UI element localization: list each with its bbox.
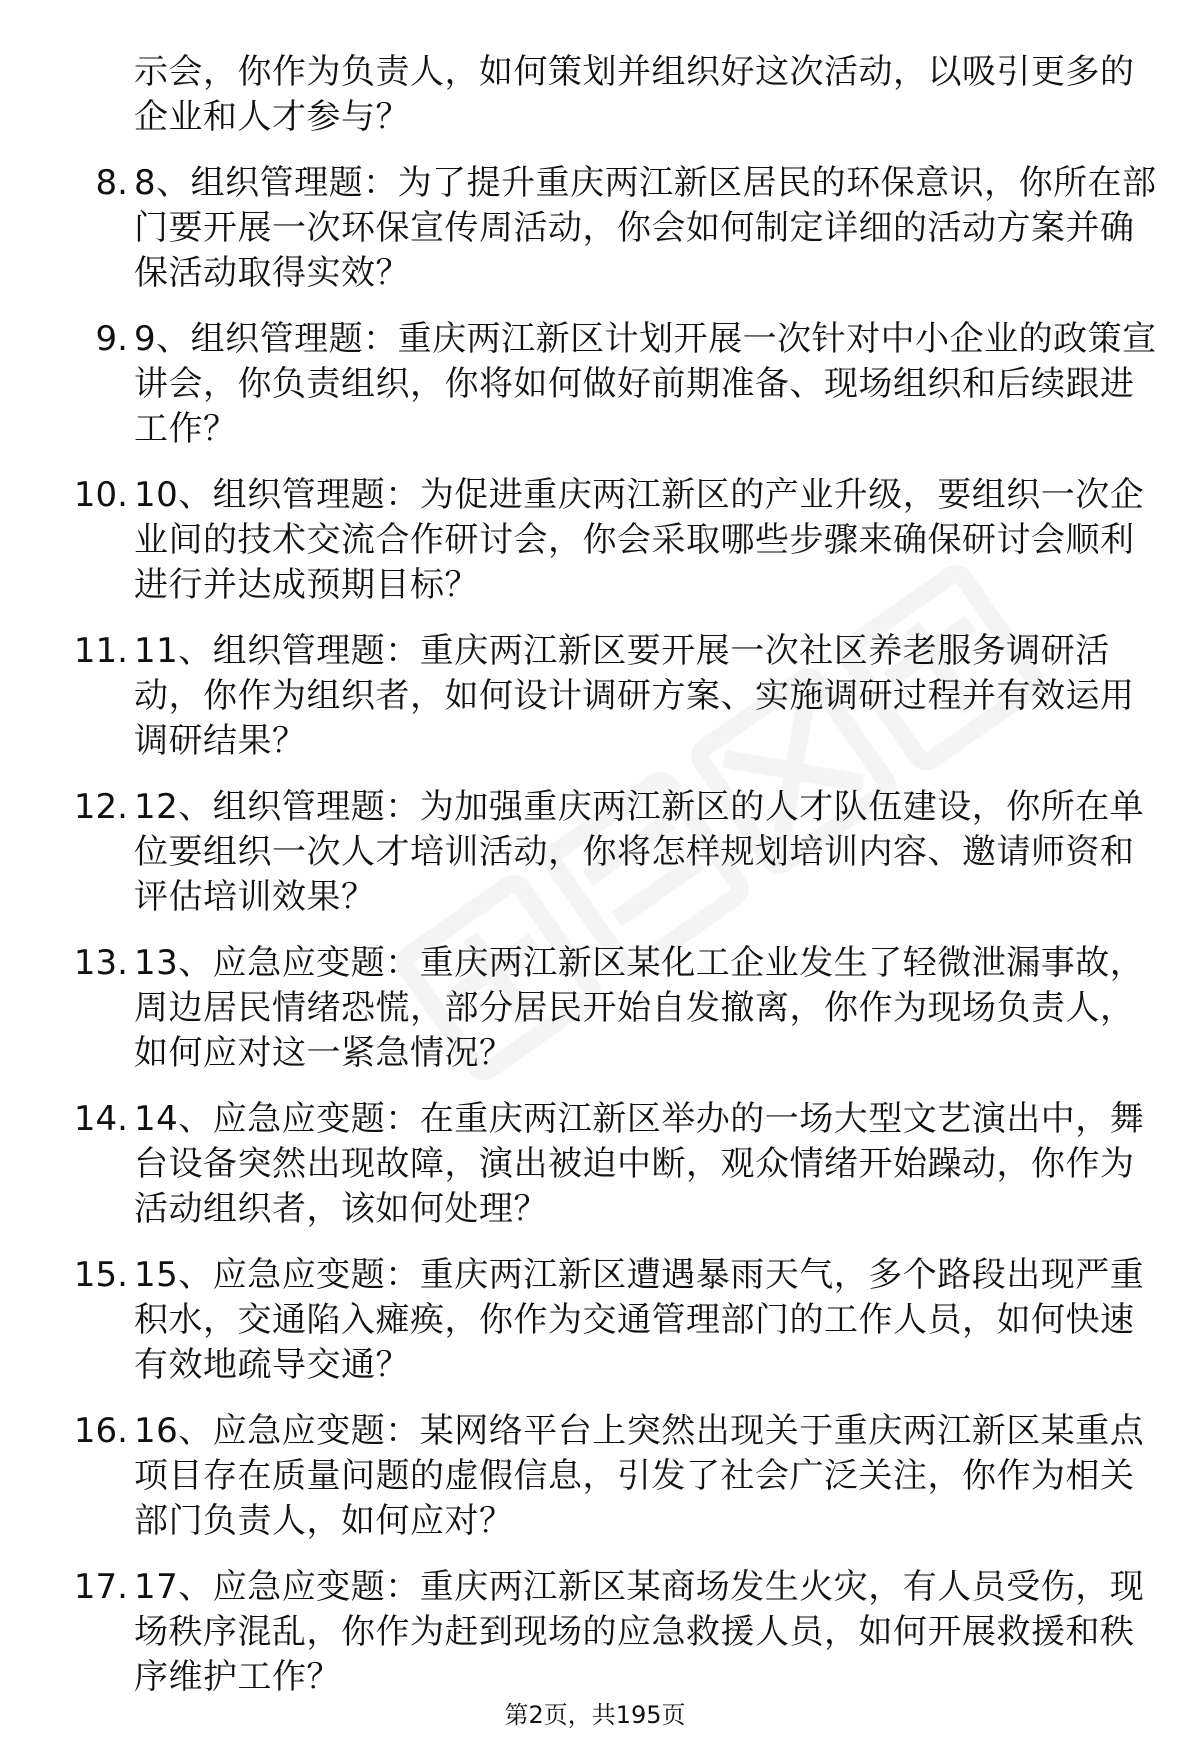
- question-text: 16、应急应变题：某网络平台上突然出现关于重庆两江新区某重点项目存在质量问题的虚假信息，引发了社会广泛关注，你作为相关部门负责人，如何应对？: [134, 1411, 1145, 1541]
- list-item: [58, 473, 1168, 608]
- list-number: 9.: [95, 319, 128, 359]
- list-item: [58, 785, 1168, 920]
- list-item: [58, 1409, 1168, 1544]
- question-text: 8、组织管理题：为了提升重庆两江新区居民的环保意识，你所在部门要开展一次环保宣传周活动，你会如何制定详细的活动方案并确保活动取得实效？: [134, 163, 1157, 293]
- list-number: 8.: [95, 163, 128, 203]
- list-item: [58, 317, 1168, 452]
- list-item: [58, 629, 1168, 764]
- list-item: [58, 1565, 1168, 1700]
- question-text: 17、应急应变题：重庆两江新区某商场发生火灾，有人员受伤，现场秩序混乱，你作为赶到现场的应急救援人员，如何开展救援和秩序维护工作？: [134, 1567, 1145, 1697]
- list-number: 16.: [73, 1411, 128, 1451]
- list-item: [58, 941, 1168, 1076]
- list-number: 15.: [73, 1255, 128, 1295]
- question-text: 14、应急应变题：在重庆两江新区举办的一场大型文艺演出中，舞台设备突然出现故障，演出被迫中断，观众情绪开始躁动，你作为活动组织者，该如何处理？: [134, 1099, 1145, 1229]
- question-text: 11、组织管理题：重庆两江新区要开展一次社区养老服务调研活动，你作为组织者，如何设计调研方案、实施调研过程并有效运用调研结果？: [134, 631, 1135, 761]
- question-list: [58, 50, 1168, 1700]
- question-text: 10、组织管理题：为促进重庆两江新区的产业升级，要组织一次企业间的技术交流合作研讨会，你会采取哪些步骤来确保研讨会顺利进行并达成预期目标？: [134, 475, 1145, 605]
- list-number: 14.: [73, 1099, 128, 1139]
- list-item: [58, 1097, 1168, 1232]
- list-item: [58, 161, 1168, 296]
- list-number: 13.: [73, 943, 128, 983]
- question-text: 12、组织管理题：为加强重庆两江新区的人才队伍建设，你所在单位要组织一次人才培训活动，你将怎样规划培训内容、邀请师资和评估培训效果？: [134, 787, 1145, 917]
- list-number: 12.: [73, 787, 128, 827]
- question-text: 13、应急应变题：重庆两江新区某化工企业发生了轻微泄漏事故，周边居民情绪恐慌，部分居民开始自发撤离，你作为现场负责人，如何应对这一紧急情况？: [134, 943, 1145, 1073]
- continued-question-text: 示会，你作为负责人，如何策划并组织好这次活动，以吸引更多的企业和人才参与？: [134, 52, 1135, 137]
- page-footer: 第2页，共195页: [504, 1701, 686, 1729]
- question-text: 15、应急应变题：重庆两江新区遭遇暴雨天气，多个路段出现严重积水，交通陷入瘫痪，你作为交通管理部门的工作人员，如何快速有效地疏导交通？: [134, 1255, 1145, 1385]
- list-item: [58, 1253, 1168, 1388]
- question-text: 9、组织管理题：重庆两江新区计划开展一次针对中小企业的政策宣讲会，你负责组织，你将如何做好前期准备、现场组织和后续跟进工作？: [134, 319, 1157, 449]
- list-number: 10.: [73, 475, 128, 515]
- list-number: 11.: [73, 631, 128, 671]
- list-number: 17.: [73, 1567, 128, 1607]
